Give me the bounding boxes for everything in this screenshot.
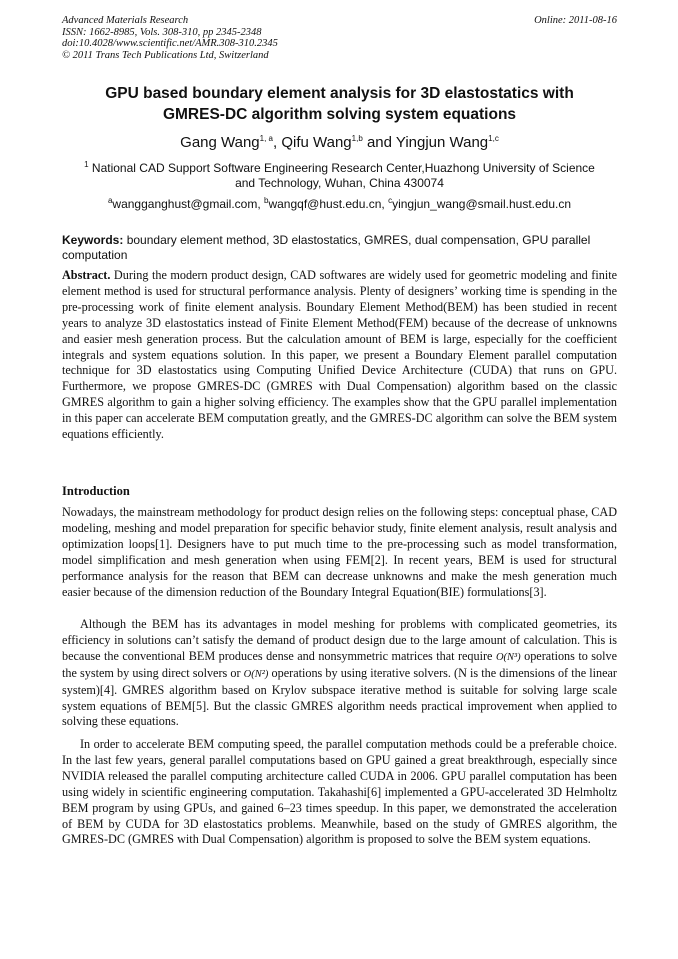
- email-c-sup: c: [388, 196, 393, 205]
- email-b-sup: b: [264, 196, 269, 205]
- affiliation-sup: 1: [84, 160, 89, 169]
- intro-p2-part-c: operations by using iterative solvers. (N is the dimensions of the linear system)[4]. GMRES algorithm based on Krylov subspace iterative method is suitable for solving large scale system equations of BEM[5]. But the classic GMRES algorithm needs practical improvement when applied to solving these equations.: [62, 665, 617, 729]
- author-2: Qifu Wang: [281, 134, 352, 151]
- journal-copyright: © 2011 Trans Tech Publications Ltd, Switzerland: [62, 49, 269, 61]
- email-a: wangganghust@gmail.com,: [112, 197, 265, 211]
- author-list: [62, 134, 617, 152]
- author-1: Gang Wang: [180, 134, 260, 151]
- email-a-sup: a: [107, 196, 113, 205]
- keywords: [62, 233, 617, 263]
- paper-title: [62, 83, 617, 125]
- intro-paragraph-3: In order to accelerate BEM computing speed, the parallel computation methods could be a preferable choice. In the last few years, general parallel computations based on GPU gained a great breakthrough, especially since NVIDIA released the parallel computing architecture called CUDA in 2006. GPU parallel computation has been using widely in scientific engineering computation. Takahashi[6] implemented a GPU-accelerated 3D Helmholtz BEM program by using GPUs, and gained 6–23 times speedup. In this paper, we demonstrated the acceleration of BEM by CUDA for 3D elastostatics problems. Meanwhile, based on the study of GMRES algorithm, the GMRES-DC (GMRES with Dual Compensation) algorithm is proposed to solve the BEM system equations.: [62, 737, 617, 847]
- affiliation-line-1: National CAD Support Software Engineering Research Center,Huazhong University of Science: [88, 161, 595, 175]
- abstract-text: During the modern product design, CAD softwares are widely used for geometric modeling and finite element method is used for structural performance analysis. Plenty of designers’ working time is spending in the pre-processing work of finite element analysis. Boundary Element Method(BEM) has been studied in recent years to analyze 3D elastostatics instead of Finite Element Method(FEM) because of the decrease of unknowns and easier mesh generation process. But the calculation amount of BEM is large, especially for the coefficient integrals and system equations solution. In this paper, we present a Boundary Element parallel computation technique for 3D elastostatics using Computing Unified Device Architecture (CUDA) that runs on GPU. Furthermore, we propose GMRES-DC (GMRES with Dual Compensation) algorithm based on the classic GMRES algorithm to gain a higher solving efficiency. The examples show that the GPU parallel implementation in this paper can accelerate BEM computation greatly, and the GMRES-DC algorithm can solve the BEM system equations efficiently.: [62, 268, 617, 442]
- abstract: [62, 268, 617, 443]
- complexity-n-cubed: O(N³): [495, 651, 521, 663]
- affiliation-line-2: and Technology, Wuhan, China 430074: [235, 176, 444, 190]
- author-separator: ,: [273, 134, 282, 151]
- email-b: wangqf@hust.edu.cn,: [268, 197, 389, 211]
- title-line-2: GMRES-DC algorithm solving system equations: [162, 106, 517, 123]
- intro-paragraph-1: Nowadays, the mainstream methodology for product design relies on the following steps: conceptual phase, CAD modeling, meshing and model preparation for specific behavior study, finite element analysis, result analysis and optimization loops[1]. Designers have to put much time to the pre-processing such as model transformation, model simplification and mesh generation when using FEM[2]. In recent years, BEM is used for structural performance analysis for the reason that BEM can decrease unknowns and make the mesh generation much easier because of the dimension reduction of the Boundary Integral Equation(BIE) formulations[3].: [62, 505, 617, 599]
- author-separator: and: [362, 134, 396, 151]
- journal-name: Advanced Materials Research: [62, 15, 189, 26]
- author-2-sup: 1,b: [351, 134, 363, 143]
- keywords-label: Keywords:: [62, 233, 124, 247]
- intro-p2-part-b: operations to solve the system by using direct solvers or: [62, 648, 618, 680]
- intro-paragraph-2: [62, 617, 617, 730]
- abstract-label: Abstract.: [62, 268, 111, 282]
- author-emails: [62, 197, 617, 212]
- online-date: Online: 2011-08-16: [534, 15, 617, 26]
- author-1-sup: 1, a: [259, 134, 273, 143]
- journal-header: [62, 15, 617, 61]
- affiliation: [62, 161, 617, 191]
- complexity-n-squared: O(N²): [243, 668, 269, 680]
- email-c: yingjun_wang@smail.hust.edu.cn: [392, 197, 572, 211]
- title-line-1: GPU based boundary element analysis for 3D elastostatics with: [105, 85, 574, 102]
- introduction-heading: Introduction: [62, 484, 130, 498]
- journal-doi: doi:10.4028/www.scientific.net/AMR.308-310.2345: [62, 38, 278, 49]
- author-3-sup: 1,c: [488, 134, 499, 143]
- author-3: Yingjun Wang: [395, 134, 489, 151]
- journal-issn: ISSN: 1662-8985, Vols. 308-310, pp 2345-2348: [62, 26, 262, 38]
- intro-p2-part-a: Although the BEM has its advantages in model meshing for problems with complicated geometries, its efficiency in solutions can’t satisfy the demand of product design due to the large amount of calculation. This is because the conventional BEM produces dense and nonsymmetric matrices that require: [62, 617, 617, 663]
- keywords-text: boundary element method, 3D elastostatics, GMRES, dual compensation, GPU parallel computation: [62, 233, 591, 262]
